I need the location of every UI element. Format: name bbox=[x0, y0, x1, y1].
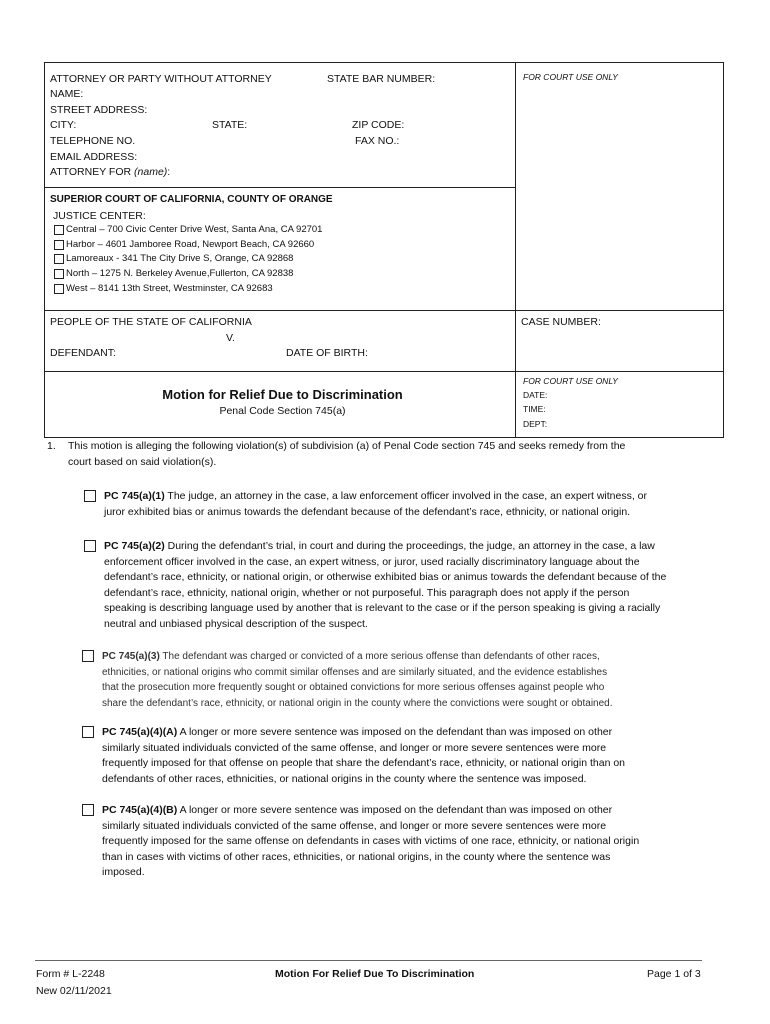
city-label: CITY: bbox=[50, 119, 77, 131]
form-number: Form # L-2248 bbox=[36, 968, 105, 980]
center-north: North – 1275 N. Berkeley Avenue,Fullerton, CA 92838 bbox=[66, 268, 294, 279]
checkbox-lamoreaux[interactable] bbox=[54, 254, 64, 264]
name-label: NAME: bbox=[50, 88, 84, 100]
case-number-label: CASE NUMBER: bbox=[521, 316, 601, 328]
divider-attorney-court bbox=[44, 187, 516, 188]
divider-parties-title bbox=[44, 371, 724, 372]
option-code: PC 745(a)(4)(B) bbox=[102, 804, 178, 816]
form-subtitle: Penal Code Section 745(a) bbox=[219, 405, 346, 417]
checkbox-west[interactable] bbox=[54, 284, 64, 294]
date-of-birth-label: DATE OF BIRTH: bbox=[286, 347, 368, 359]
attorney-label: ATTORNEY OR PARTY WITHOUT ATTORNEY bbox=[50, 73, 272, 85]
item-number: 1. bbox=[47, 440, 56, 452]
defendant-label: DEFENDANT: bbox=[50, 347, 116, 359]
box-column-divider bbox=[515, 62, 516, 438]
footer-rule bbox=[35, 960, 702, 961]
for-court-use-label: FOR COURT USE ONLY bbox=[523, 72, 618, 82]
option-pc745-a4a: PC 745(a)(4)(A) A longer or more severe sentence was imposed on the defendant than was imposed on other similarly situated individuals convicted of the same offense, and longer or more severe sentences were more frequently imposed for that offense on people that share the defendant’s race, ethnicity, or national origin than on defendants of other races, ethnicities, or national origins in the county where the sentence was imposed. bbox=[102, 726, 626, 785]
telephone-label: TELEPHONE NO. bbox=[50, 135, 136, 147]
checkbox-pc745-a2[interactable] bbox=[84, 540, 96, 552]
justice-center-label: JUSTICE CENTER: bbox=[53, 210, 146, 222]
option-pc745-a2: PC 745(a)(2) During the defendant’s trial, in court and during the proceedings, the judge, an attorney in the case, a law enforcement officer involved in the case, an expert witness, or juror, used racially discriminatory language about the defendant’s race, ethnicity, or national origin, or otherwise exhibited bias or animus towards the defendant because of the defendant’s race, ethnicity, national origin, whether or not purposeful. This paragraph does not apply if the person speaking is describing language used by another that is relevant to the case or if the person speaking is giving a racially neutral and unbiased physical description of the suspect. bbox=[104, 540, 667, 630]
checkbox-pc745-a3[interactable] bbox=[82, 650, 94, 662]
form-title: Motion for Relief Due to Discrimination bbox=[162, 387, 403, 402]
checkbox-north[interactable] bbox=[54, 269, 64, 279]
box-top-border bbox=[44, 62, 724, 63]
new-date: New 02/11/2021 bbox=[36, 985, 112, 997]
option-code: PC 745(a)(2) bbox=[104, 540, 165, 552]
item-text-line1: This motion is alleging the following violation(s) of subdivision (a) of Penal Code section 745 and seeks remedy from the bbox=[68, 440, 626, 452]
email-label: EMAIL ADDRESS: bbox=[50, 151, 138, 163]
attorney-for-label: ATTORNEY FOR (name): bbox=[50, 166, 171, 178]
state-label: STATE: bbox=[212, 119, 248, 131]
option-pc745-a4b: PC 745(a)(4)(B) A longer or more severe sentence was imposed on the defendant than was imposed on other similarly situated individuals convicted of the same offense, and longer or more severe sentences were more frequently imposed for the same offense on defendants in cases with victims of one race, ethnicity, or national origin than in cases with victims of other races, ethnicities, or national origins, in the county where the sentence was imposed. bbox=[102, 804, 640, 878]
date-label: DATE: bbox=[523, 390, 548, 400]
option-code: PC 745(a)(3) bbox=[102, 651, 160, 662]
fax-label: FAX NO.: bbox=[355, 135, 400, 147]
option-code: PC 745(a)(1) bbox=[104, 490, 165, 502]
box-bottom-border bbox=[44, 437, 724, 438]
center-harbor: Harbor – 4601 Jamboree Road, Newport Beach, CA 92660 bbox=[66, 239, 315, 250]
versus-label: V. bbox=[226, 332, 235, 344]
checkbox-pc745-a4b[interactable] bbox=[82, 804, 94, 816]
center-lamoreaux: Lamoreaux - 341 The City Drive S, Orange, CA 92868 bbox=[66, 253, 294, 264]
street-address-label: STREET ADDRESS: bbox=[50, 104, 148, 116]
divider-court-parties bbox=[44, 310, 724, 311]
box-left-border bbox=[44, 62, 45, 438]
page-number: Page 1 of 3 bbox=[647, 968, 701, 980]
checkbox-central[interactable] bbox=[54, 225, 64, 235]
checkbox-pc745-a4a[interactable] bbox=[82, 726, 94, 738]
option-code: PC 745(a)(4)(A) bbox=[102, 726, 178, 738]
box-right-border bbox=[723, 62, 724, 438]
checkbox-pc745-a1[interactable] bbox=[84, 490, 96, 502]
zip-code-label: ZIP CODE: bbox=[352, 119, 405, 131]
people-label: PEOPLE OF THE STATE OF CALIFORNIA bbox=[50, 316, 252, 328]
footer-title: Motion For Relief Due To Discrimination bbox=[275, 968, 475, 980]
court-title: SUPERIOR COURT OF CALIFORNIA, COUNTY OF ORANGE bbox=[50, 194, 333, 205]
dept-label: DEPT: bbox=[523, 419, 548, 429]
for-court-use-label-2: FOR COURT USE ONLY bbox=[523, 376, 618, 386]
option-pc745-a1: PC 745(a)(1) The judge, an attorney in the case, a law enforcement officer involved in the case, an expert witness, or juror exhibited bias or animus towards the defendant because of the defendant’s race, ethnicity, or national origin. bbox=[104, 490, 648, 518]
time-label: TIME: bbox=[523, 404, 546, 414]
state-bar-label: STATE BAR NUMBER: bbox=[327, 73, 436, 85]
item-text-line2: court based on said violation(s). bbox=[68, 456, 217, 468]
center-central: Central – 700 Civic Center Drive West, Santa Ana, CA 92701 bbox=[66, 224, 323, 235]
center-west: West – 8141 13th Street, Westminster, CA 92683 bbox=[66, 283, 273, 294]
option-pc745-a3: PC 745(a)(3) The defendant was charged or convicted of a more serious offense than defendants of other races, ethnicities, or national origins who commit similar offenses and are similarly situated, and the evidence establishes that the prosecution more frequently sought or obtained convictions for more serious offenses against people who share the defendant’s race, ethnicity, or national origin in the county where the convictions were sought or obtained. bbox=[102, 651, 613, 709]
checkbox-harbor[interactable] bbox=[54, 240, 64, 250]
